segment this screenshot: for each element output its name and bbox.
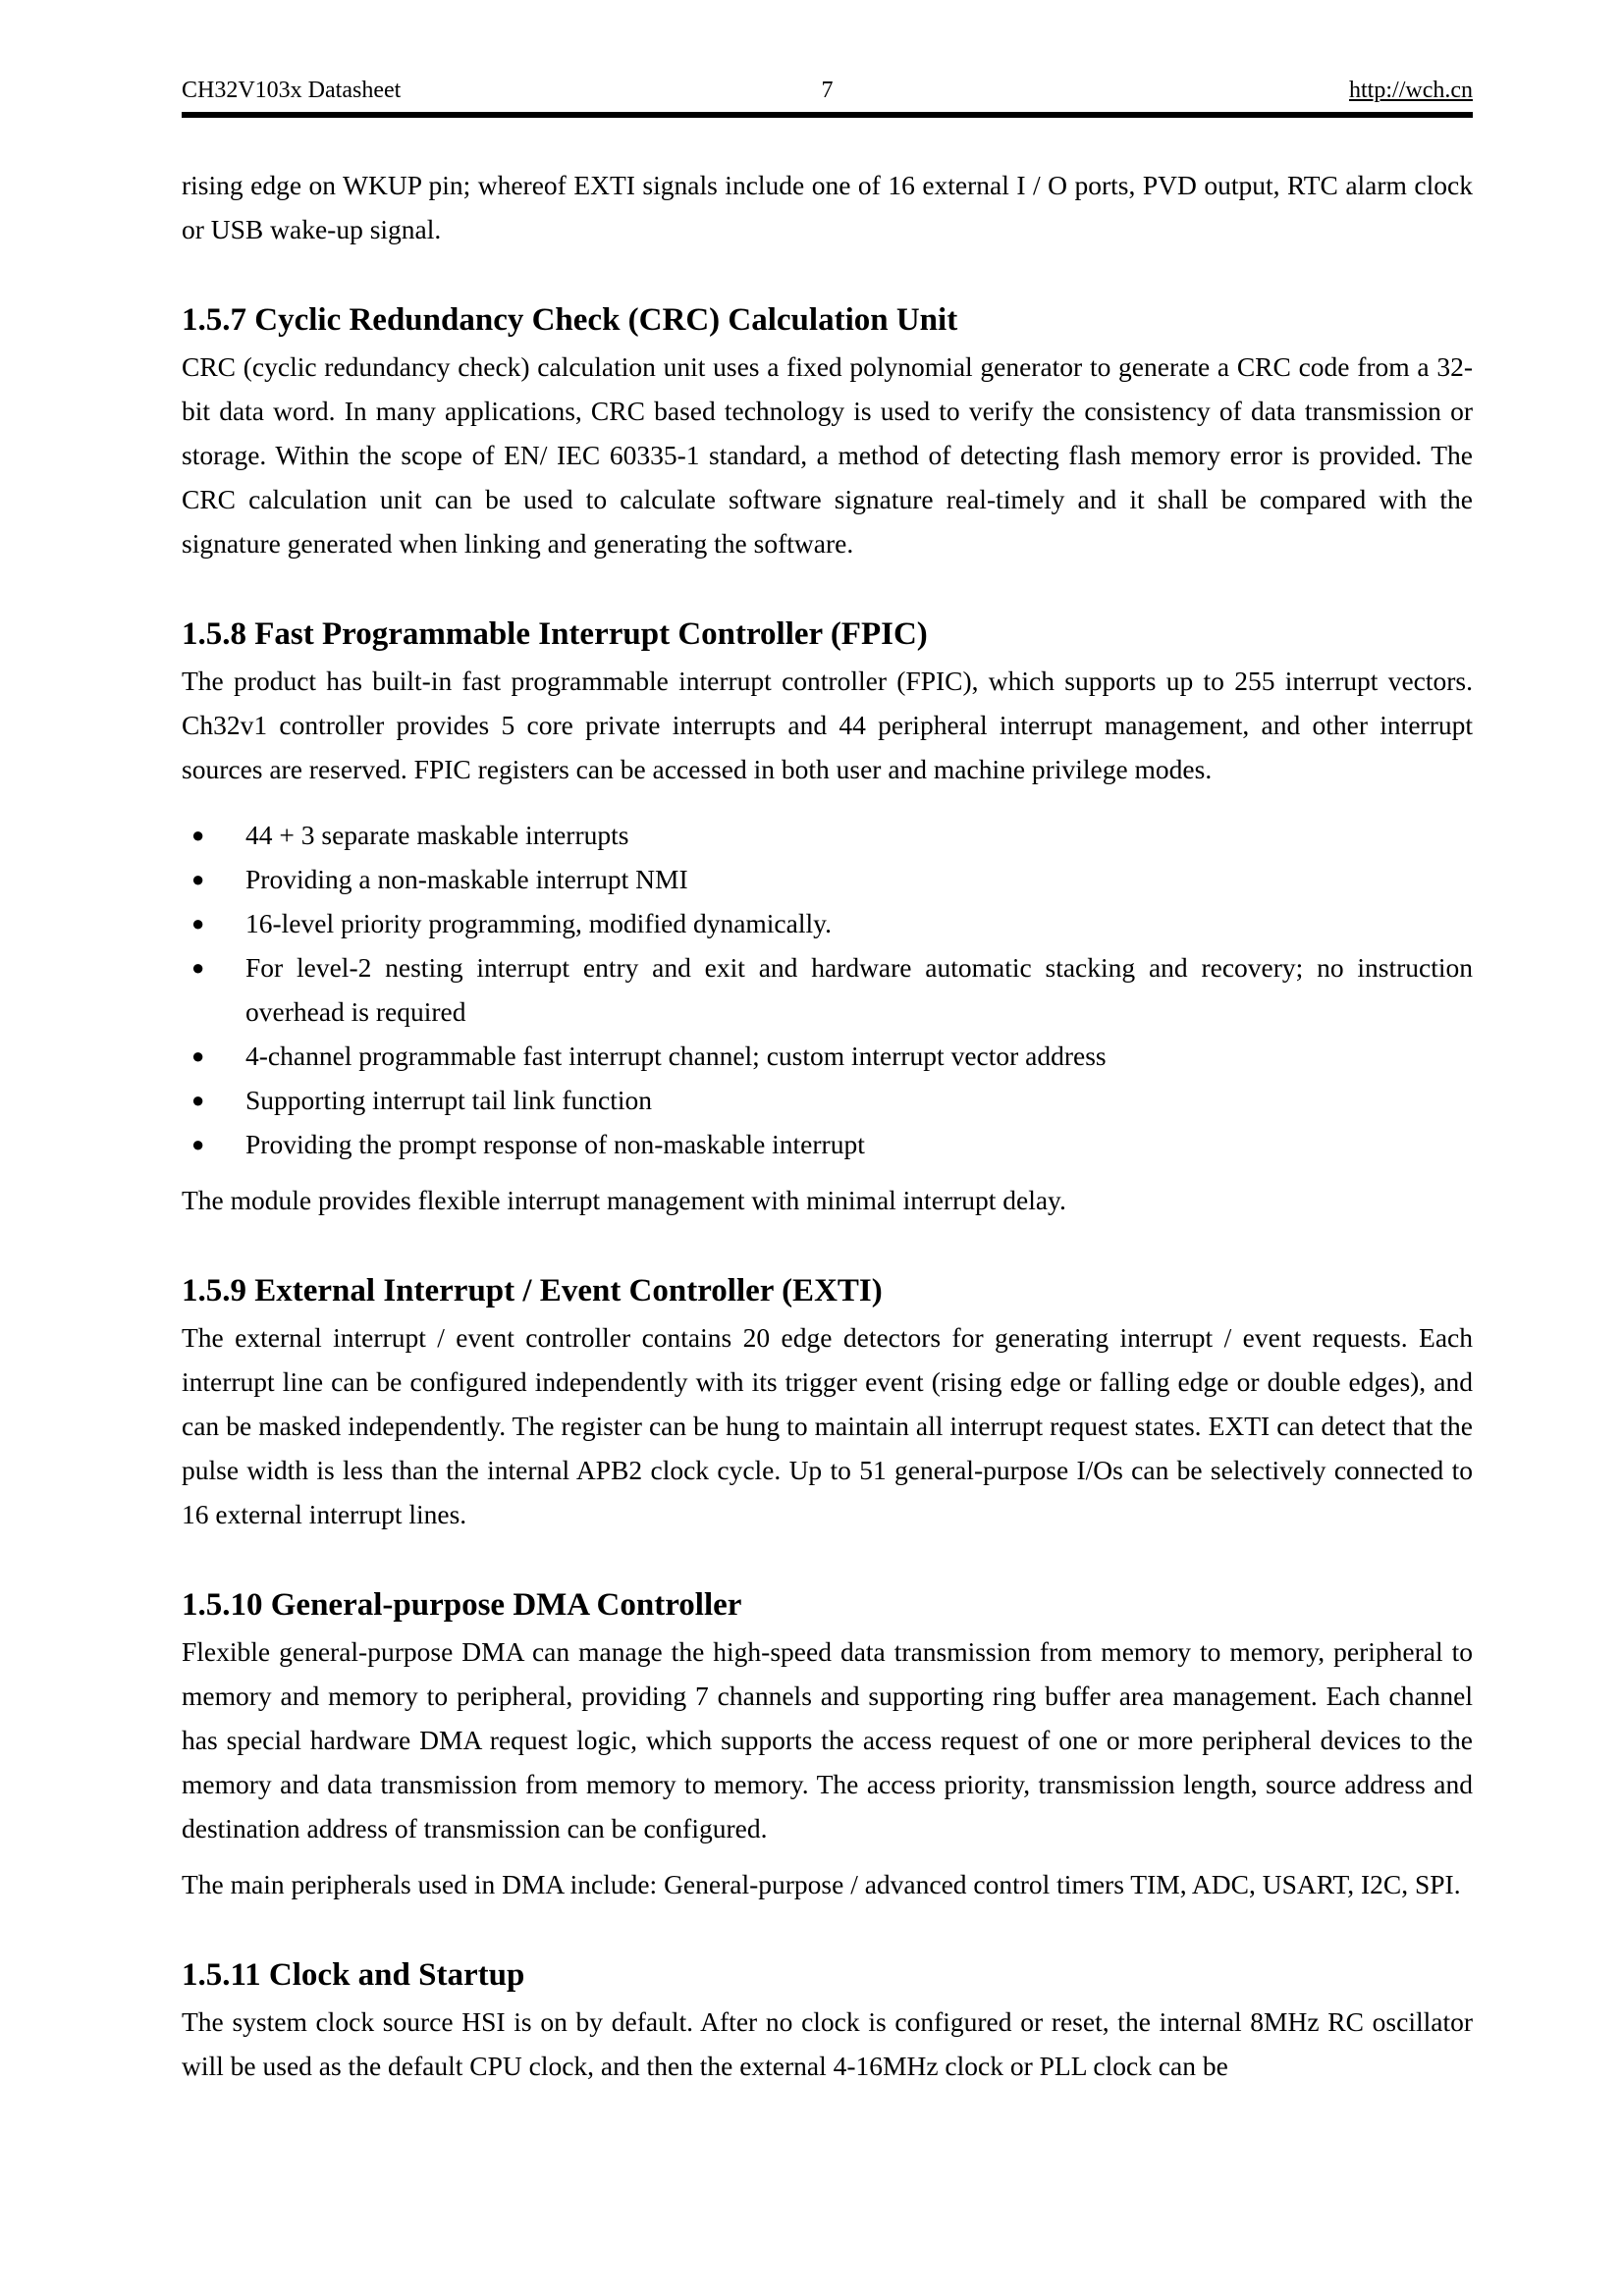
page-body xyxy=(182,163,1473,2088)
header-link-wrap xyxy=(834,77,1474,104)
feature-item-text: For level-2 nesting interrupt entry and exit and hardware automatic stacking and recovery; no instruction overhead is required xyxy=(245,952,1473,1027)
feature-item-text: Providing a non-maskable interrupt NMI xyxy=(245,864,688,894)
header-page-number: 7 xyxy=(821,78,834,103)
feature-item xyxy=(182,1122,1473,1166)
section-fpic-paragraph: The product has built-in fast programmable interrupt controller (FPIC), which supports up to 255 interrupt vectors. Ch32v1 controller provides 5 core private interrupts and 44 peripheral interrupt management, and other interrupt sources are reserved. FPIC registers can be accessed in both user and machine privilege modes. xyxy=(182,666,1473,784)
feature-item-text: 16-level priority programming, modified dynamically. xyxy=(245,908,832,938)
bullet-icon: ● xyxy=(191,955,205,980)
feature-item xyxy=(182,857,1473,901)
header-link[interactable]: http://wch.cn xyxy=(1349,78,1473,103)
bullet-icon: ● xyxy=(191,1088,205,1112)
intro-paragraph: rising edge on WKUP pin; whereof EXTI signals include one of 16 external I / O ports, PVD output, RTC alarm clock or USB wake-up signal. xyxy=(182,170,1473,244)
section-clock-paragraph: The system clock source HSI is on by default. After no clock is configured or reset, the internal 8MHz RC oscillator will be used as the default CPU clock, and then the external 4-16MHz clock or PLL clock can be xyxy=(182,2006,1473,2081)
bullet-icon: ● xyxy=(191,911,205,935)
bullet-icon: ● xyxy=(191,823,205,847)
bullet-icon: ● xyxy=(191,867,205,891)
feature-item-text: 4-channel programmable fast interrupt channel; custom interrupt vector address xyxy=(245,1041,1107,1071)
section-dma xyxy=(182,1583,1473,1906)
section-crc xyxy=(182,298,1473,565)
feature-item xyxy=(182,1078,1473,1122)
section-crc-heading: 1.5.7 Cyclic Redundancy Check (CRC) Calculation Unit xyxy=(182,302,958,338)
bullet-icon: ● xyxy=(191,1132,205,1156)
section-clock xyxy=(182,1953,1473,2088)
header-rule xyxy=(182,112,1473,118)
section-exti-paragraph: The external interrupt / event controller contains 20 edge detectors for generating interrupt / event requests. Each interrupt line can be configured independently with its trigger event (rising edge or falling edge or double edges), and can be masked independently. The register can be hung to maintain all interrupt request states. EXTI can detect that the pulse width is less than the internal APB2 clock cycle. Up to 51 general-purpose I/Os can be selectively connected to 16 external interrupt lines. xyxy=(182,1322,1473,1529)
feature-item-text: 44 + 3 separate maskable interrupts xyxy=(245,820,629,850)
header-doc-title: CH32V103x Datasheet xyxy=(182,78,402,103)
section-fpic-heading: 1.5.8 Fast Programmable Interrupt Controller (FPIC) xyxy=(182,616,928,652)
section-exti xyxy=(182,1269,1473,1536)
feature-item-text: Supporting interrupt tail link function xyxy=(245,1085,652,1115)
section-fpic xyxy=(182,613,1473,1222)
section-dma-heading: 1.5.10 General-purpose DMA Controller xyxy=(182,1587,742,1623)
section-clock-heading: 1.5.11 Clock and Startup xyxy=(182,1957,525,1993)
section-exti-heading: 1.5.9 External Interrupt / Event Controller (EXTI) xyxy=(182,1273,883,1308)
feature-item xyxy=(182,1034,1473,1078)
feature-item-text: Providing the prompt response of non-maskable interrupt xyxy=(245,1129,865,1159)
page-header xyxy=(182,77,1473,104)
feature-item xyxy=(182,813,1473,857)
fpic-feature-list xyxy=(182,813,1473,1166)
bullet-icon: ● xyxy=(191,1043,205,1068)
feature-item xyxy=(182,901,1473,945)
section-dma-paragraph: Flexible general-purpose DMA can manage the high-speed data transmission from memory to memory, peripheral to memory and memory to peripheral, providing 7 channels and supporting ring buffer area management. Each channel has special hardware DMA request logic, which supports the access request of one or more peripheral devices to the memory and data transmission from memory to memory. The access priority, transmission length, source address and destination address of transmission can be configured. xyxy=(182,1636,1473,1843)
section-dma-paragraph-2: The main peripherals used in DMA include: General-purpose / advanced control timers TIM, ADC, USART, I2C, SPI. xyxy=(182,1869,1461,1899)
section-crc-paragraph: CRC (cyclic redundancy check) calculation unit uses a fixed polynomial generator to generate a CRC code from a 32-bit data word. In many applications, CRC based technology is used to verify the consistency of data transmission or storage. Within the scope of EN/ IEC 60335-1 standard, a method of detecting flash memory error is provided. The CRC calculation unit can be used to calculate software signature real-timely and it shall be compared with the signature generated when linking and generating the software. xyxy=(182,351,1473,559)
section-fpic-closing-paragraph: The module provides flexible interrupt management with minimal interrupt delay. xyxy=(182,1185,1066,1215)
feature-item xyxy=(182,945,1473,1034)
